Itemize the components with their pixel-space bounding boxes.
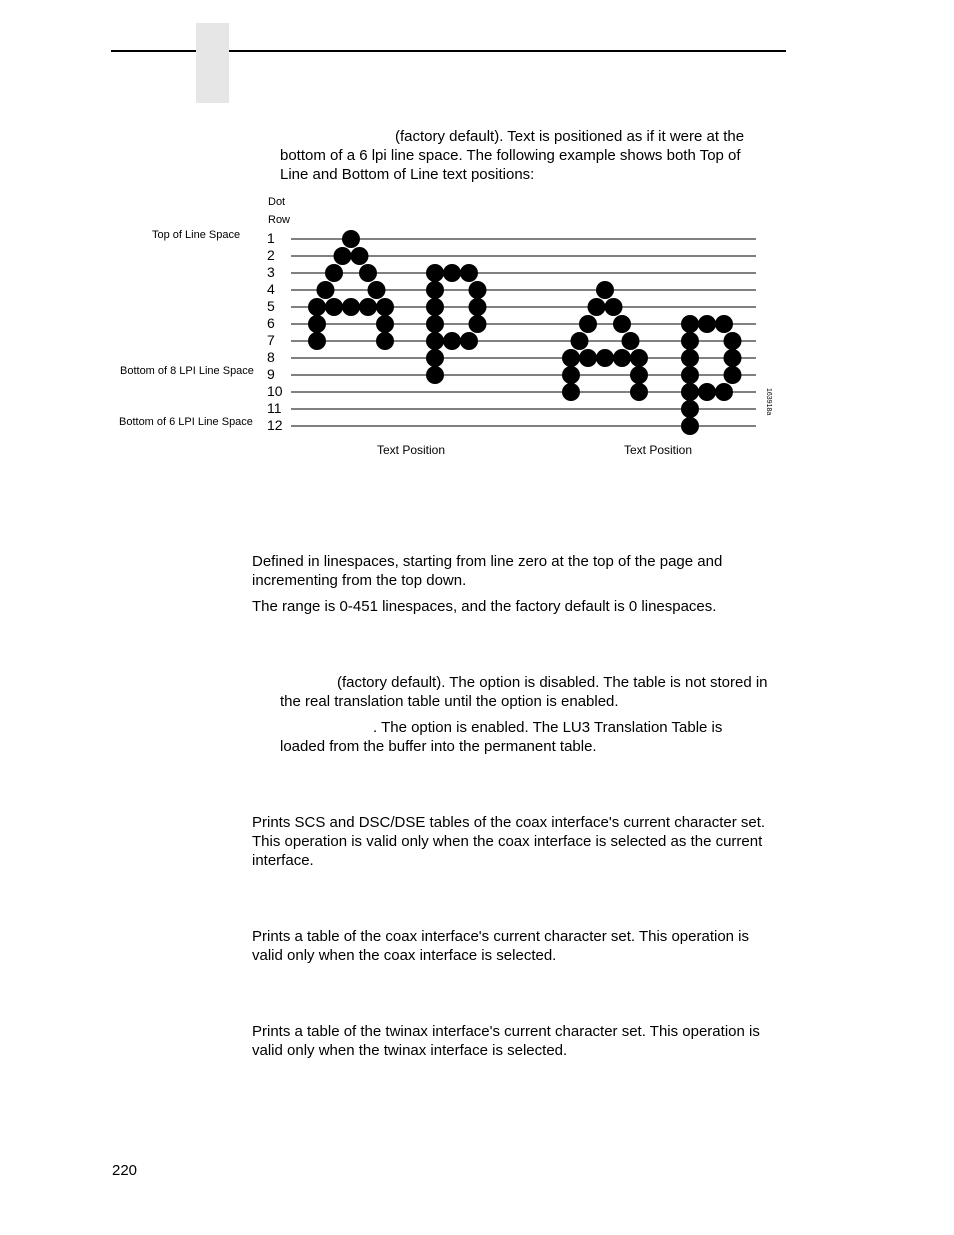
glyph-3-A-dot-7: [622, 332, 640, 350]
glyph-2-p-dot-11: [443, 332, 461, 350]
para-3-line-2: the real translation table until the option is enabled.: [280, 693, 619, 710]
para-5-line-1: Prints SCS and DSC/DSE tables of the coax interface's current character set.: [252, 814, 766, 831]
glyph-2-p-dot-3: [460, 264, 478, 282]
intro-line-1: (factory default). Text is positioned as if it were at the: [395, 128, 745, 145]
glyph-3-A-dot-16: [630, 383, 648, 401]
glyph-1-A-dot-2: [334, 247, 352, 265]
glyph-1-A-dot-12: [376, 298, 394, 316]
glyph-1-A-dot-14: [376, 315, 394, 333]
glyph-4-p-dot-10: [681, 383, 699, 401]
glyph-3-A-dot-9: [579, 349, 597, 367]
glyph-4-p-dot-9: [724, 366, 742, 384]
glyph-4-p-dot-1: [681, 315, 699, 333]
glyph-3-A-dot-11: [613, 349, 631, 367]
glyph-1-A-dot-16: [376, 332, 394, 350]
glyph-4-p-dot-8: [681, 366, 699, 384]
para-3-line-1: (factory default). The option is disabled. The table is not stored in: [337, 674, 768, 691]
glyph-2-p-dot-5: [469, 281, 487, 299]
para-6-line-2: valid only when the coax interface is selected.: [252, 947, 557, 964]
glyph-4-p-dot-13: [681, 400, 699, 418]
glyph-4-p-dot-3: [715, 315, 733, 333]
glyph-3-A-dot-3: [605, 298, 623, 316]
para-7-line-1: Prints a table of the twinax interface's current character set. This operation is: [252, 1023, 760, 1040]
glyph-1-A-dot-9: [325, 298, 343, 316]
glyph-4-p-dot-4: [681, 332, 699, 350]
glyph-1-A-dot-5: [359, 264, 377, 282]
glyph-2-p-dot-6: [426, 298, 444, 316]
para-5-line-3: interface.: [252, 852, 314, 869]
column-header-dot: Dot: [268, 196, 286, 208]
glyph-3-A-dot-12: [630, 349, 648, 367]
glyph-4-p-dot-12: [715, 383, 733, 401]
label-bottom-8lpi: Bottom of 8 LPI Line Space: [120, 365, 254, 377]
glyph-3-A-dot-8: [562, 349, 580, 367]
glyph-1-A-dot-8: [308, 298, 326, 316]
row-label-8: 8: [267, 349, 275, 365]
caption-text-position-1: Text Position: [377, 443, 446, 457]
caption-text-position-2: Text Position: [624, 443, 693, 457]
glyph-2-p-dot-1: [426, 264, 444, 282]
glyph-1-A-dot-7: [368, 281, 386, 299]
row-label-10: 10: [267, 383, 283, 399]
glyph-1-A-dot-4: [325, 264, 343, 282]
row-label-5: 5: [267, 298, 275, 314]
glyph-3-A-dot-6: [571, 332, 589, 350]
row-label-7: 7: [267, 332, 275, 348]
intro-line-3: Line and Bottom of Line text positions:: [280, 166, 535, 183]
row-label-9: 9: [267, 366, 275, 382]
glyph-3-A-dot-4: [579, 315, 597, 333]
glyph-4-p-dot-14: [681, 417, 699, 435]
glyph-4-p-dot-2: [698, 315, 716, 333]
row-label-6: 6: [267, 315, 275, 331]
para-7-line-2: valid only when the twinax interface is selected.: [252, 1042, 568, 1059]
row-label-4: 4: [267, 281, 275, 297]
para-1-line-1: Defined in linespaces, starting from line zero at the top of the page and: [252, 553, 723, 570]
glyph-1-A-dot-3: [351, 247, 369, 265]
glyph-3-A-dot-5: [613, 315, 631, 333]
glyph-4-p-dot-11: [698, 383, 716, 401]
glyph-4-p-dot-5: [724, 332, 742, 350]
glyph-1-A-dot-13: [308, 315, 326, 333]
glyph-1-A-dot-10: [342, 298, 360, 316]
row-label-12: 12: [267, 417, 283, 433]
row-label-2: 2: [267, 247, 275, 263]
figure-id: 163918a: [765, 388, 772, 416]
row-label-1: 1: [267, 230, 275, 246]
label-top-of-line: Top of Line Space: [152, 229, 241, 241]
glyph-1-A-dot-15: [308, 332, 326, 350]
dot-plot: [0, 0, 954, 470]
intro-line-2: bottom of a 6 lpi line space. The following example shows both Top of: [280, 147, 741, 164]
column-header-row: Row: [268, 214, 291, 226]
para-1-line-2: incrementing from the top down.: [252, 572, 467, 589]
glyph-3-A-dot-14: [630, 366, 648, 384]
glyph-1-A-dot-6: [317, 281, 335, 299]
para-4-line-2: loaded from the buffer into the permanent table.: [280, 738, 597, 755]
glyph-1-A-dot-11: [359, 298, 377, 316]
glyph-2-p-dot-8: [426, 315, 444, 333]
glyph-1-A-dot-1: [342, 230, 360, 248]
glyph-2-p-dot-4: [426, 281, 444, 299]
para-6-line-1: Prints a table of the coax interface's current character set. This operation is: [252, 928, 749, 945]
glyph-2-p-dot-12: [460, 332, 478, 350]
glyph-2-p-dot-13: [426, 349, 444, 367]
glyph-3-A-dot-1: [596, 281, 614, 299]
page-number: 220: [112, 1162, 138, 1179]
glyph-2-p-dot-9: [469, 315, 487, 333]
para-5-line-2: This operation is valid only when the coax interface is selected as the current: [252, 833, 763, 850]
glyph-2-p-dot-10: [426, 332, 444, 350]
glyph-2-p-dot-2: [443, 264, 461, 282]
row-label-11: 11: [267, 400, 282, 416]
glyph-2-p-dot-7: [469, 298, 487, 316]
para-2: The range is 0-451 linespaces, and the factory default is 0 linespaces.: [252, 598, 717, 615]
label-bottom-6lpi: Bottom of 6 LPI Line Space: [119, 416, 253, 428]
glyph-3-A-dot-13: [562, 366, 580, 384]
glyph-3-A-dot-15: [562, 383, 580, 401]
glyph-2-p-dot-14: [426, 366, 444, 384]
row-label-3: 3: [267, 264, 275, 280]
glyph-4-p-dot-6: [681, 349, 699, 367]
glyph-4-p-dot-7: [724, 349, 742, 367]
glyph-3-A-dot-2: [588, 298, 606, 316]
glyph-3-A-dot-10: [596, 349, 614, 367]
para-4-line-1: . The option is enabled. The LU3 Translation Table is: [373, 719, 723, 736]
